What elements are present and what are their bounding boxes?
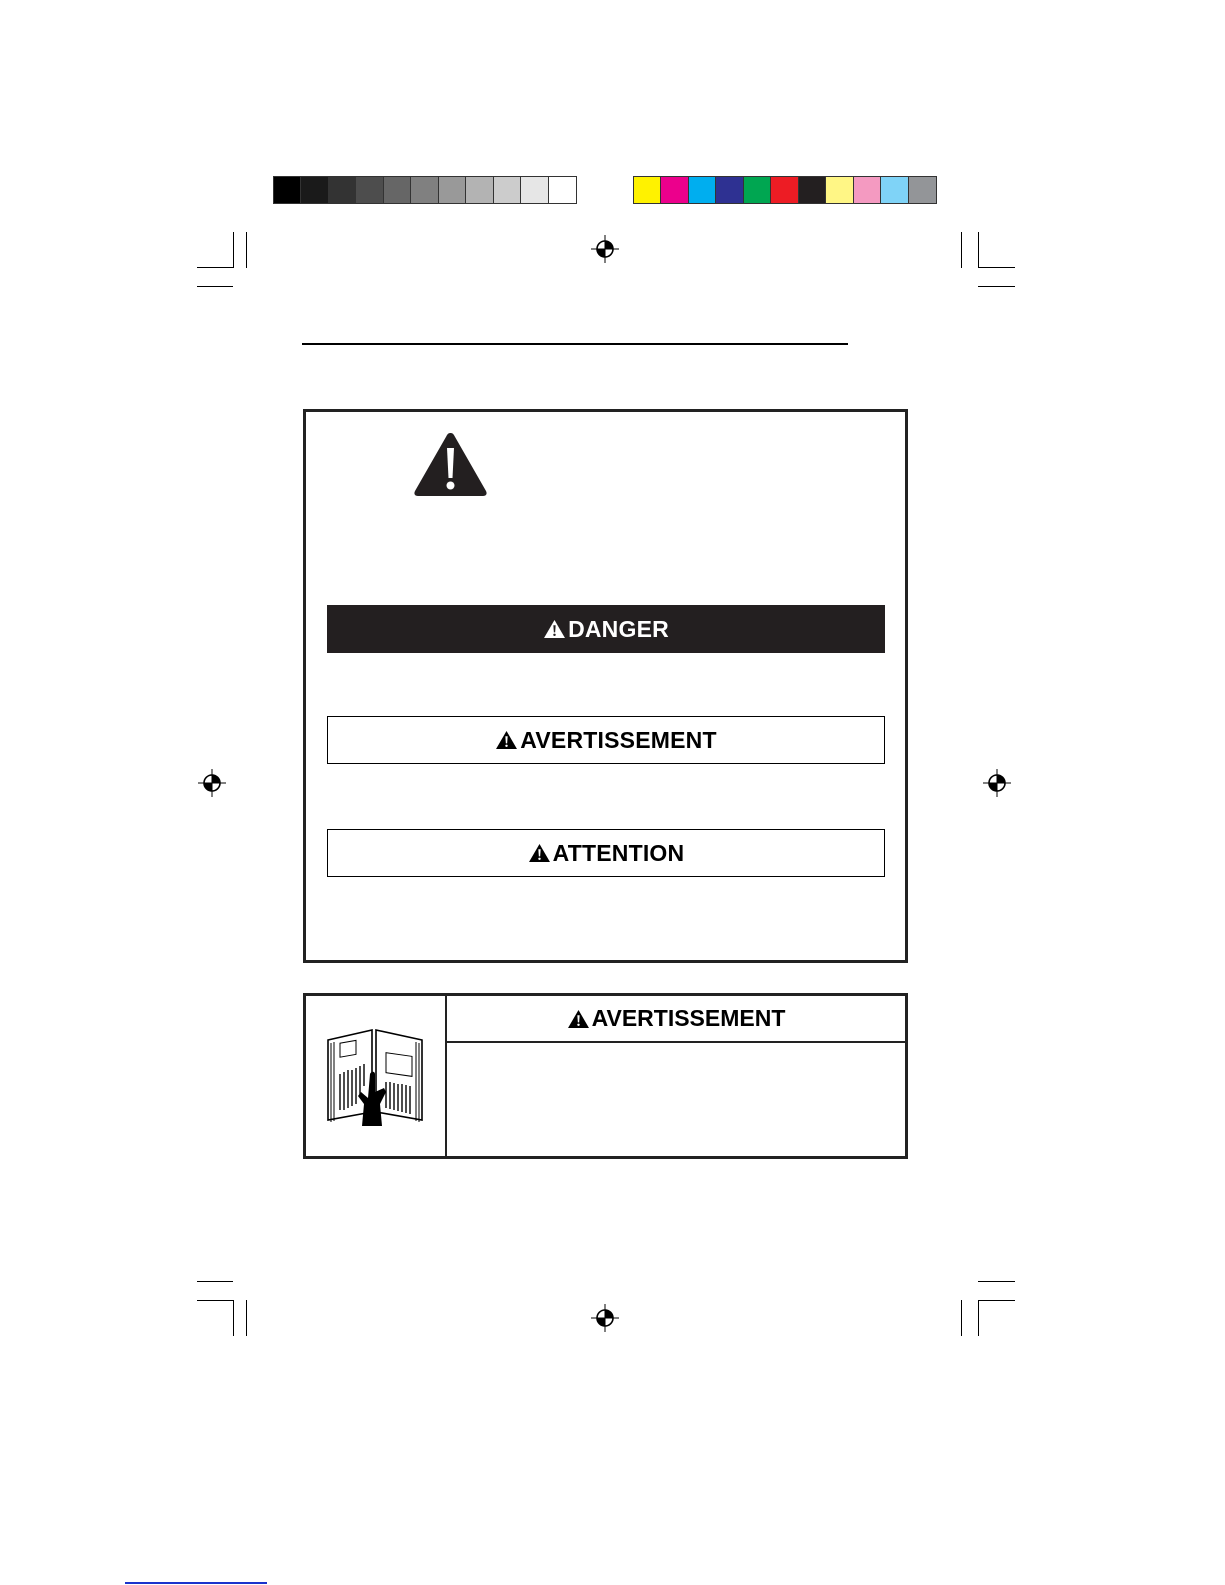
warning-triangle-icon <box>528 843 551 863</box>
grayscale-color-bar <box>273 176 577 204</box>
color-swatch <box>799 177 826 203</box>
color-swatch <box>521 177 548 203</box>
registration-mark-left <box>197 768 227 798</box>
crop-mark <box>978 232 979 268</box>
registration-mark-bottom <box>590 1303 620 1333</box>
color-swatch <box>549 177 576 203</box>
registration-mark-top <box>590 234 620 264</box>
crop-mark <box>197 1281 233 1282</box>
bottom-link-underline <box>125 1582 267 1584</box>
safety-symbol-box <box>303 409 908 963</box>
color-swatch <box>384 177 411 203</box>
safety-alert-icon <box>412 430 489 498</box>
color-swatch <box>689 177 716 203</box>
warning-triangle-icon <box>543 619 566 639</box>
box-divider-horizontal <box>447 1041 905 1043</box>
crop-mark <box>233 232 234 268</box>
crop-mark <box>961 232 962 268</box>
danger-label: DANGER <box>568 615 669 642</box>
color-swatch <box>329 177 356 203</box>
read-manual-icon <box>324 1026 428 1126</box>
crop-mark <box>978 267 1015 268</box>
manual-warning-header <box>447 996 905 1041</box>
color-swatch <box>494 177 521 203</box>
crop-mark <box>978 1300 979 1336</box>
manual-warning-label: AVERTISSEMENT <box>591 1005 786 1031</box>
crop-mark <box>233 1300 234 1336</box>
color-swatch <box>411 177 438 203</box>
crop-mark <box>978 1300 1015 1301</box>
process-color-bar <box>633 176 937 204</box>
crop-mark <box>197 1300 234 1301</box>
color-swatch <box>634 177 661 203</box>
color-swatch <box>909 177 936 203</box>
color-swatch <box>771 177 798 203</box>
warning-label: AVERTISSEMENT <box>520 726 717 753</box>
color-swatch <box>274 177 301 203</box>
warning-triangle-icon <box>495 730 518 750</box>
warning-triangle-icon <box>567 1009 590 1029</box>
color-swatch <box>661 177 688 203</box>
warning-signal-panel <box>327 716 885 764</box>
crop-mark <box>961 1300 962 1336</box>
crop-mark <box>978 286 1015 287</box>
registration-mark-right <box>982 768 1012 798</box>
crop-mark <box>197 286 233 287</box>
crop-mark <box>978 1281 1015 1282</box>
color-swatch <box>466 177 493 203</box>
crop-mark <box>246 232 247 268</box>
color-swatch <box>744 177 771 203</box>
color-swatch <box>826 177 853 203</box>
color-swatch <box>301 177 328 203</box>
read-manual-box <box>303 993 908 1159</box>
color-swatch <box>716 177 743 203</box>
color-swatch <box>439 177 466 203</box>
crop-mark <box>246 1300 247 1336</box>
caution-label: ATTENTION <box>552 839 685 866</box>
color-swatch <box>356 177 383 203</box>
color-swatch <box>854 177 881 203</box>
header-rule <box>302 343 848 345</box>
color-swatch <box>881 177 908 203</box>
caution-signal-panel <box>327 829 885 877</box>
crop-mark <box>197 267 234 268</box>
danger-signal-panel <box>327 605 885 653</box>
